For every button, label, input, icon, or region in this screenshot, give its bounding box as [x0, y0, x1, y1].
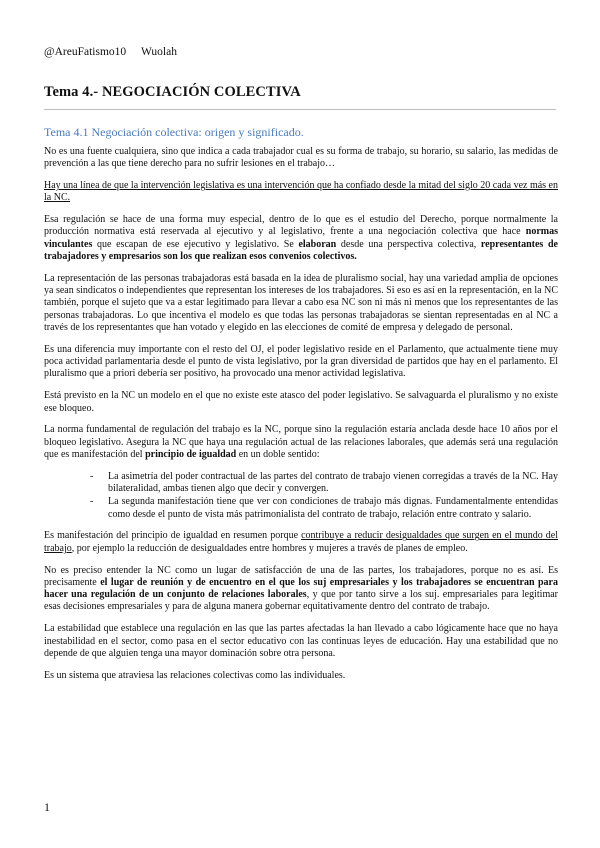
title-divider [44, 109, 556, 110]
bold-text: normas vinculantes [44, 226, 558, 250]
paragraph: Es una diferencia muy importante con el resto del OJ, el poder legislativo reside en el Parlamento, que actualmente tiene muy poca actividad parlamentaria desde el punto de vista legislativo, por la gran diversidad de partidos que hay en el parlamento. El pluralismo que a priori debería ser positivo, ha provocado una menor actividad legislativa. [44, 343, 558, 380]
paragraph: No es preciso entender la NC como un lugar de satisfacción de una de las partes, los trabajadores, porque no es así. Es precisamente el lugar de reunión y de encuentro en el que los suj empresariales y los trabajadores se encuentran para hacer una regulación de un conjunto de relaciones laborales, y que por tanto sirve a los suj. empresariales para legitimar esas decisiones empresariales y para de alguna manera gobernar equitativamente dentro del contrato de trabajo. [44, 564, 558, 613]
list-item: - La segunda manifestación tiene que ver con condiciones de trabajo más dignas. Fundamentalmente entendidas como desde el punto de vista más patrimonialista del contrato de trabajo, relación entre contrato y salario. [108, 496, 558, 521]
paragraph: Está previsto en la NC un modelo en el que no existe este atasco del poder legislativo. Se salvaguarda el pluralismo y no existe ese bloqueo. [44, 390, 558, 414]
document-title: Tema 4.- NEGOCIACIÓN COLECTIVA [44, 84, 301, 100]
paragraph: Es manifestación del principio de igualdad en resumen porque contribuye a reducir desigualdades que surgen en el mundo del trabajo, por ejemplo la reducción de desigualdades entre hombres y mujeres a través de planes de empleo. [44, 530, 558, 554]
paragraph: No es una fuente cualquiera, sino que indica a cada trabajador cual es su forma de trabajo, su horario, su salario, las medidas de prevención a las que tiene derecho para no sufrir lesiones en el trabajo… [44, 146, 558, 170]
bold-text: elaboran [298, 238, 337, 250]
bold-text: el lugar de reunión y de encuentro en el que los suj empresariales y los trabajadores se encuentran para hacer una regulación de un conjunto de relaciones laborales [44, 576, 558, 601]
paragraph: La norma fundamental de regulación del trabajo es la NC, porque sino la regulación estaría anclada desde hace 10 años por el bloqueo legislativo. Asegura la NC que haya una regulación actual de las relaciones laborales, que además será una regulación que es manifestación del principio de igualdad en un doble sentido: [44, 424, 558, 460]
underlined-text: contribuye a reducir desigualdades que surgen en el mundo del trabajo [44, 530, 558, 554]
bold-text: principio de igualdad [145, 448, 237, 460]
site-name: Wuolah [141, 46, 177, 58]
paragraph: Es un sistema que atraviesa las relaciones colectivas como las individuales. [44, 669, 346, 681]
list-item: - La asimetría del poder contractual de las partes del contrato de trabajo vienen corregidas a través de la NC. Hay bilateralidad, ambas tienen algo que decir y convergen. [108, 471, 558, 496]
paragraph: La representación de las personas trabajadoras está basada en la idea de pluralismo social, hay una variedad amplia de opciones ya sean sindicatos o independientes que representan los intereses de los trabajadores. Si eso es así en la representación, en la NC también, porque el sujeto que va a estar legitimado para llevar a cabo esa NC son ni más ni menos que los representantes de las personas trabajadoras. Lo que incentiva el modelo es que todas las personas trabajadoras se sientan representadas en al NC a través de los representantes que han votado y elegido en las elecciones de comité de empresa y delegado de personal. [44, 272, 558, 334]
section-heading: Tema 4.1 Negociación colectiva: origen y significado. [44, 125, 304, 139]
author-handle: @AreuFatismo10 [44, 46, 127, 58]
underlined-text: Hay una línea de que la intervención legislativa es una intervención que ha confiado desde la mitad del siglo 20 cada vez más en la NC. [44, 180, 558, 204]
bold-text: representantes de trabajadores y empresarios son los que realizan esos convenios colectivos. [44, 238, 558, 263]
page-header [44, 46, 177, 58]
paragraph [44, 180, 558, 205]
paragraph: Esa regulación se hace de una forma muy especial, dentro de lo que es el estudio del Derecho, porque normalmente la producción normativa está reservada al ejecutivo y al legislativo, frente a una negociación colectiva que hace normas vinculantes que escapan de ese ejecutivo y legislativo. Se elaboran desde una perspectiva colectiva, representantes de trabajadores y empresarios son los que realizan esos convenios colectivos. [44, 214, 558, 263]
paragraph: La estabilidad que establece una regulación en las que las partes afectadas la han llevado a cabo lógicamente hace que no haya inestabilidad en el sector, como pasa en el sector educativo con las continuas leyes de educación. Hay una estabilidad que no depende de que alguien tenga una mayor dominación sobre otra persona. [44, 623, 558, 659]
page-number: 1 [44, 800, 50, 814]
document-body [44, 146, 558, 691]
dash-list [44, 471, 558, 521]
